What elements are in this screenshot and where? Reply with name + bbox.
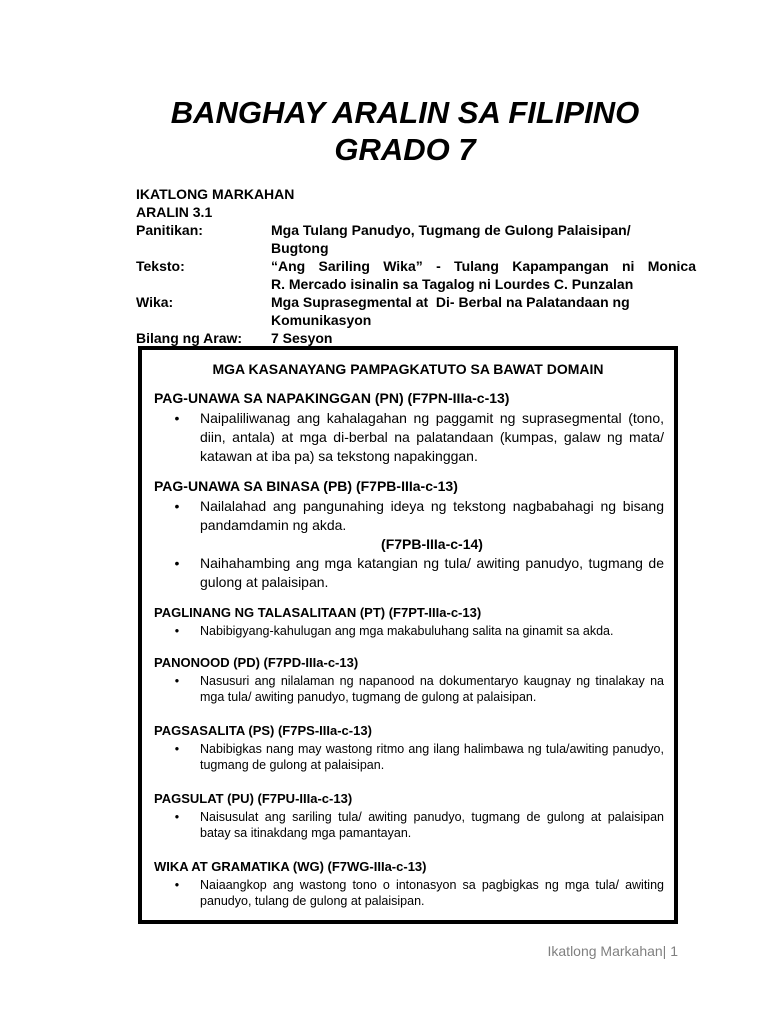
- list-item: [154, 554, 664, 592]
- domain-pt: [154, 604, 664, 639]
- teksto-row: [136, 257, 696, 293]
- list-item-text: Naiaangkop ang wastong tono o intonasyon sa pagbigkas ng mga tula/ awiting panudyo, tulang de gulong at palaisipan.: [200, 878, 664, 908]
- list-item: [154, 409, 664, 466]
- list-item: [154, 497, 664, 535]
- panitikan-value: [271, 221, 696, 257]
- panitikan-label: Panitikan:: [136, 222, 203, 238]
- wika-label: Wika:: [136, 294, 174, 310]
- lesson-number: ARALIN 3.1: [136, 204, 213, 220]
- bullet-icon: •: [174, 555, 180, 571]
- list-item: [154, 809, 664, 841]
- quarter-label: IKATLONG MARKAHAN: [136, 186, 295, 202]
- teksto-value-line-1: “Ang Sariling Wika” - Tulang Kapampangan ni Monica: [271, 258, 696, 274]
- domain-pn: [154, 388, 664, 466]
- teksto-value: [271, 257, 696, 293]
- panitikan-row: [136, 221, 696, 257]
- wika-value: [271, 293, 696, 329]
- wika-value-line-1: Mga Suprasegmental at Di- Berbal na Palatandaan ng: [271, 294, 630, 310]
- bullet-icon: •: [174, 878, 180, 892]
- competency-box: [138, 346, 678, 924]
- araw-value: 7 Sesyon: [271, 330, 333, 346]
- domain-wg: [154, 858, 664, 909]
- document-title-line-2: GRADO 7: [334, 132, 476, 167]
- page-footer: Ikatlong Markahan| 1: [547, 943, 678, 959]
- sub-code: (F7PB-IIIa-c-14): [381, 536, 483, 552]
- list-item-text: Naihahambing ang mga katangian ng tula/ awiting panudyo, tugmang de gulong at palaisipan.: [200, 555, 664, 590]
- teksto-value-line-2: R. Mercado isinalin sa Tagalog ni Lourdes C. Punzalan: [271, 276, 634, 292]
- teksto-label: Teksto:: [136, 258, 185, 274]
- list-item: [154, 673, 664, 705]
- domain-title: PAGSULAT (PU) (F7PU-IIIa-c-13): [154, 791, 353, 806]
- domain-title: PAG-UNAWA SA BINASA (PB) (F7PB-IIIa-c-13): [154, 478, 458, 494]
- bullet-icon: •: [174, 810, 180, 824]
- panitikan-value-line-1: Mga Tulang Panudyo, Tugmang de Gulong Palaisipan/: [271, 222, 631, 238]
- domain-ps: [154, 722, 664, 773]
- list-item-text: Naisusulat ang sariling tula/ awiting panudyo, tugmang de gulong at palaisipan batay sa itinakdang mga pamantayan.: [200, 810, 664, 840]
- araw-row: [136, 329, 696, 347]
- domain-pb: [154, 476, 664, 592]
- domain-pd: [154, 654, 664, 705]
- domain-title: PAG-UNAWA SA NAPAKINGGAN (PN) (F7PN-IIIa-c-13): [154, 390, 510, 406]
- bullet-icon: •: [174, 624, 180, 638]
- domain-title: PAGLINANG NG TALASALITAAN (PT) (F7PT-IIIa-c-13): [154, 605, 482, 620]
- list-item-text: Nasusuri ang nilalaman ng napanood na dokumentaryo kaugnay ng tinalakay na mga tula/ awiting panudyo, tugmang de gulong at palaisipan.: [200, 674, 664, 704]
- list-item: [154, 741, 664, 773]
- list-item-text: Naipaliliwanag ang kahalagahan ng paggamit ng suprasegmental (tono, diin, antala) at mga di-berbal na palatandaan (kumpas, galaw ng mata/ katawan at iba pa) sa tekstong napakinggan.: [200, 410, 664, 464]
- bullet-icon: •: [174, 498, 180, 514]
- list-item-text: Nabibigyang-kahulugan ang mga makabuluhang salita na ginamit sa akda.: [200, 624, 614, 638]
- bullet-icon: •: [174, 410, 180, 426]
- panitikan-value-line-2: Bugtong: [271, 240, 329, 256]
- domain-title: PANONOOD (PD) (F7PD-IIIa-c-13): [154, 655, 359, 670]
- list-item-text: Nailalahad ang pangunahing ideya ng tekstong nagbabahagi ng bisang pandamdamin ng akda.: [200, 498, 664, 533]
- wika-value-line-2: Komunikasyon: [271, 312, 372, 328]
- domain-title: WIKA AT GRAMATIKA (WG) (F7WG-IIIa-c-13): [154, 859, 427, 874]
- wika-row: [136, 293, 696, 329]
- box-header: MGA KASANAYANG PAMPAGKATUTO SA BAWAT DOMAIN: [212, 361, 604, 377]
- domain-pu: [154, 790, 664, 841]
- araw-label: Bilang ng Araw:: [136, 330, 243, 346]
- list-item-text: Nabibigkas nang may wastong ritmo ang ilang halimbawa ng tula/awiting panudyo, tugmang de gulong at palaisipan.: [200, 742, 664, 772]
- list-item: [154, 877, 664, 909]
- lesson-meta: [136, 185, 696, 347]
- domain-title: PAGSASALITA (PS) (F7PS-IIIa-c-13): [154, 723, 372, 738]
- list-item: [154, 623, 664, 639]
- bullet-icon: •: [174, 674, 180, 688]
- bullet-icon: •: [174, 742, 180, 756]
- document-title-line-1: BANGHAY ARALIN SA FILIPINO: [170, 95, 640, 130]
